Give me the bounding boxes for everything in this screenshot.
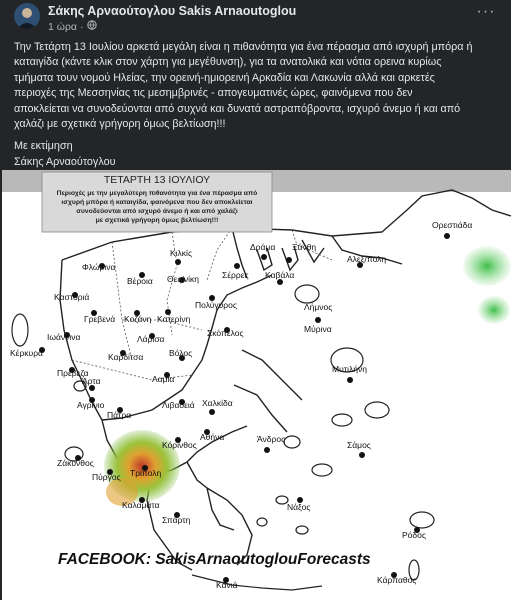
- city-label: Κέρκυρα: [10, 348, 43, 358]
- city-label: Κόρινθος: [162, 440, 197, 450]
- city-label: Κάρπαθος: [377, 575, 417, 585]
- map-subtitle-line: συνοδεύονται από ισχυρό άνεμο ή και από χαλάζι: [76, 208, 238, 215]
- city-label: Πύργος: [92, 472, 121, 482]
- city-label: Σκόπελος: [207, 328, 244, 338]
- post-meta: [48, 20, 97, 33]
- city-label: Λαμία: [152, 374, 175, 384]
- post-line: τμήματα τουν νομού Ηλείας, την ορεινή-ημιορεινή Αρκαδία και Λακωνία αλλά και αρκετές: [14, 71, 435, 84]
- city-label: Καστοριά: [54, 292, 90, 302]
- city-label: Θες/νίκη: [167, 274, 199, 284]
- facebook-watermark: FACEBOOK: SakisArnaoutoglouForecasts: [58, 551, 371, 568]
- city-label: Πάτρα: [107, 410, 132, 420]
- post-line: περιοχές της Μεσσηνίας τις μεσημβρινές - απογευματινές ώρες, φαινόμενα που δεν: [14, 87, 413, 100]
- more-options-icon[interactable]: ···: [476, 3, 496, 20]
- signature-text: Σάκης Αρναούτογλου: [14, 155, 116, 168]
- city-label: Αλεξ/πολη: [347, 254, 387, 264]
- city-label: Κατερίνη: [157, 314, 191, 324]
- city-label: Καβάλα: [265, 270, 295, 280]
- regards-text: Με εκτίμηση: [14, 140, 73, 153]
- city-label: Φλώρινα: [82, 262, 116, 272]
- city-label: Σάμος: [347, 440, 371, 450]
- coastline-outline: [60, 190, 511, 570]
- city-label: Μύρινα: [304, 324, 332, 334]
- city-label: Ρόδος: [402, 530, 426, 540]
- rain-area-east: [478, 296, 510, 324]
- city-label: Μυτιλήνη: [332, 364, 367, 374]
- city-label: Ορεστιάδα: [432, 220, 473, 230]
- city-label: Πρέβεζα: [57, 368, 89, 378]
- city-label: Καρδίτσα: [108, 352, 144, 362]
- map-subtitle-line: Περιοχές με την μεγαλύτερη πιθανότητα για ένα πέρασμα από: [56, 190, 258, 197]
- city-label: Αθήνα: [200, 432, 225, 442]
- globe-icon: [87, 20, 97, 33]
- post-header: [0, 0, 511, 40]
- rain-area-northeast: [463, 246, 511, 286]
- city-labels: [10, 220, 472, 590]
- post-line: αποκλείεται να συνοδεύονται από συχνά και δυνατά αστραπόβροντα, ισχυρό άνεμο ή και από: [14, 102, 461, 115]
- city-label: Βόλος: [169, 348, 193, 358]
- city-label: Τρίπολη: [130, 468, 162, 478]
- forecast-map-image[interactable]: [2, 170, 511, 600]
- city-label: Βέροια: [127, 276, 153, 286]
- city-label: Καλαμάτα: [122, 500, 160, 510]
- map-subtitle-line: με σχετικά γρήγορη όμως βελτίωση!!!: [95, 217, 219, 224]
- city-label: Σέρρες: [222, 270, 249, 280]
- city-label: Αγρίνιο: [77, 400, 105, 410]
- author-name[interactable]: Σάκης Αρναούτογλου Sakis Arnaoutoglou: [48, 4, 297, 18]
- city-label: Πολύγυρος: [195, 300, 237, 310]
- meta-separator: ·: [80, 20, 84, 33]
- city-label: Δράμα: [250, 242, 276, 252]
- city-label: Λάρισα: [137, 334, 165, 344]
- city-label: Γρεβενά: [84, 314, 116, 324]
- avatar[interactable]: [14, 3, 40, 29]
- city-label: Κιλκίς: [170, 248, 193, 258]
- city-label: Ξάνθη: [292, 242, 317, 252]
- post-line: χαλάζι με σχετικά γρήγορη όμως βελτίωση!!!: [14, 118, 226, 131]
- post-text: [14, 40, 500, 170]
- city-label: Κοζάνη: [124, 314, 152, 324]
- map-subtitle-line: ισχυρή μπόρα ή καταιγίδα, φαινόμενα που δεν αποκλείεται: [61, 199, 253, 206]
- city-label: Κανιά: [216, 580, 238, 590]
- post-line: καταιγίδα (κάντε κλικ στον χάρτη για μεγέθυνση), για τα ανατολικά και νότια ορεινα κυρίως: [14, 56, 442, 69]
- city-label: Σπάρτη: [162, 515, 191, 525]
- map-title: ΤΕΤΑΡΤΗ 13 ΙΟΥΛΙΟΥ: [103, 174, 211, 186]
- city-label: Λήμνος: [304, 302, 333, 312]
- city-label: Άνδρος: [257, 434, 286, 444]
- post-line: Την Τετάρτη 13 Ιουλίου αρκετά μεγάλη είναι η πιθανότητα για ένα πέρασμα από ισχυρή μπόρα ή: [14, 41, 473, 53]
- city-label: Ιωάννινα: [47, 332, 81, 342]
- city-label: Άρτα: [82, 376, 101, 386]
- city-label: Χαλκίδα: [202, 398, 233, 408]
- city-label: Ζάκυνθος: [57, 458, 94, 468]
- city-label: Νάξος: [287, 502, 311, 512]
- city-label: Λιβαδειά: [162, 400, 195, 410]
- post-time[interactable]: 1 ώρα: [48, 20, 77, 33]
